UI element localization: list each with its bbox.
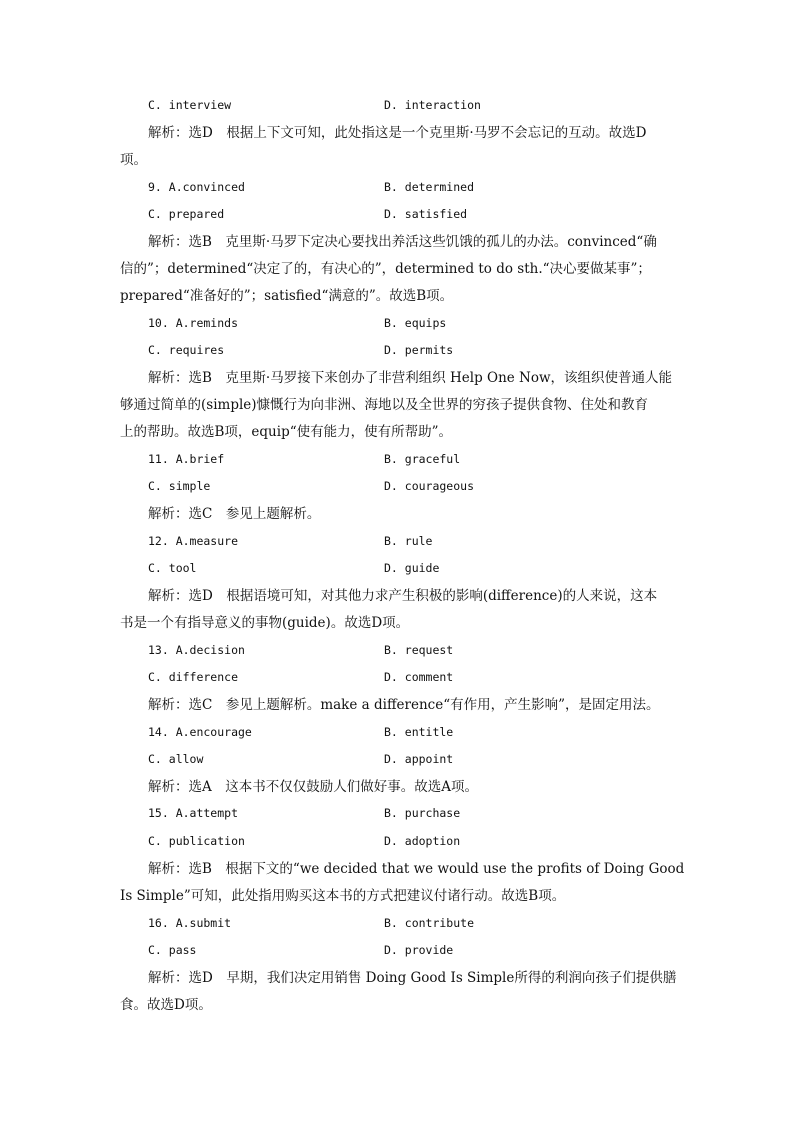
- option-left: 11. A.brief: [148, 452, 225, 466]
- option-left: 15. A.attempt: [148, 806, 239, 820]
- option-left: 16. A.submit: [148, 916, 232, 930]
- explanation-line: 解析：选B 克里斯·马罗接下来创办了非营利组织 Help One Now，该组织使普通人能: [148, 370, 673, 386]
- option-right: B. contribute: [384, 916, 475, 930]
- explanation-continuation: Is Simple”可知，此处指用购买这本书的方式把建议付诸行动。故选B项。: [120, 888, 566, 904]
- explanation-continuation: 食。故选D项。: [120, 997, 212, 1013]
- option-right: D. guide: [384, 561, 440, 575]
- option-left: 14. A.encourage: [148, 725, 252, 739]
- option-left: C. allow: [148, 752, 204, 766]
- option-right: D. comment: [384, 670, 454, 684]
- explanation-continuation: 书是一个有指导意义的事物(guide)。故选D项。: [120, 615, 410, 631]
- explanation-continuation: 上的帮助。故选B项，equip“使有能力，使有所帮助”。: [120, 424, 453, 440]
- option-right: B. determined: [384, 180, 475, 194]
- option-left: C. simple: [148, 479, 211, 493]
- option-right: D. courageous: [384, 479, 475, 493]
- option-right: D. adoption: [384, 834, 461, 848]
- option-right: B. request: [384, 643, 454, 657]
- option-right: B. rule: [384, 534, 433, 548]
- explanation-continuation: 信的”；determined“决定了的，有决心的”，determined to do sth.“决心要做某事”；: [120, 261, 651, 277]
- option-left: C. pass: [148, 943, 197, 957]
- explanation-line: 解析：选C 参见上题解析。: [148, 506, 321, 522]
- explanation-line: 解析：选D 根据上下文可知，此处指这是一个克里斯·马罗不会忘记的互动。故选D: [148, 125, 647, 141]
- option-right: D. permits: [384, 343, 454, 357]
- option-left: 12. A.measure: [148, 534, 239, 548]
- explanation-line: 解析：选D 早期，我们决定用销售 Doing Good Is Simple所得的利润向孩子们提供膳: [148, 970, 677, 986]
- option-left: C. interview: [148, 98, 232, 112]
- option-left: 9. A.convinced: [148, 180, 245, 194]
- option-right: B. entitle: [384, 725, 454, 739]
- option-left: C. prepared: [148, 207, 225, 221]
- explanation-line: 解析：选D 根据语境可知，对其他力求产生积极的影响(difference)的人来说，这本: [148, 588, 658, 604]
- explanation-line: 解析：选B 根据下文的“we decided that we would use the profits of Doing Good: [148, 861, 685, 877]
- option-left: C. publication: [148, 834, 245, 848]
- explanation-continuation: 项。: [120, 152, 147, 168]
- option-right: D. satisfied: [384, 207, 468, 221]
- explanation-continuation: 够通过简单的(simple)慷慨行为向非洲、海地以及全世界的穷孩子提供食物、住处和教育: [120, 397, 649, 413]
- option-right: B. purchase: [384, 806, 461, 820]
- explanation-line: 解析：选A 这本书不仅仅鼓励人们做好事。故选A项。: [148, 779, 478, 795]
- option-left: C. requires: [148, 343, 225, 357]
- option-left: C. tool: [148, 561, 197, 575]
- option-right: B. equips: [384, 316, 447, 330]
- explanation-line: 解析：选C 参见上题解析。make a difference“有作用，产生影响”，是固定用法。: [148, 697, 660, 713]
- option-right: B. graceful: [384, 452, 461, 466]
- explanation-line: 解析：选B 克里斯·马罗下定决心要找出养活这些饥饿的孤儿的办法。convinced“确: [148, 234, 657, 250]
- option-right: D. interaction: [384, 98, 481, 112]
- explanation-continuation: prepared“准备好的”；satisfied“满意的”。故选B项。: [120, 288, 454, 304]
- option-left: 10. A.reminds: [148, 316, 239, 330]
- option-left: C. difference: [148, 670, 239, 684]
- option-left: 13. A.decision: [148, 643, 245, 657]
- option-right: D. provide: [384, 943, 454, 957]
- option-right: D. appoint: [384, 752, 454, 766]
